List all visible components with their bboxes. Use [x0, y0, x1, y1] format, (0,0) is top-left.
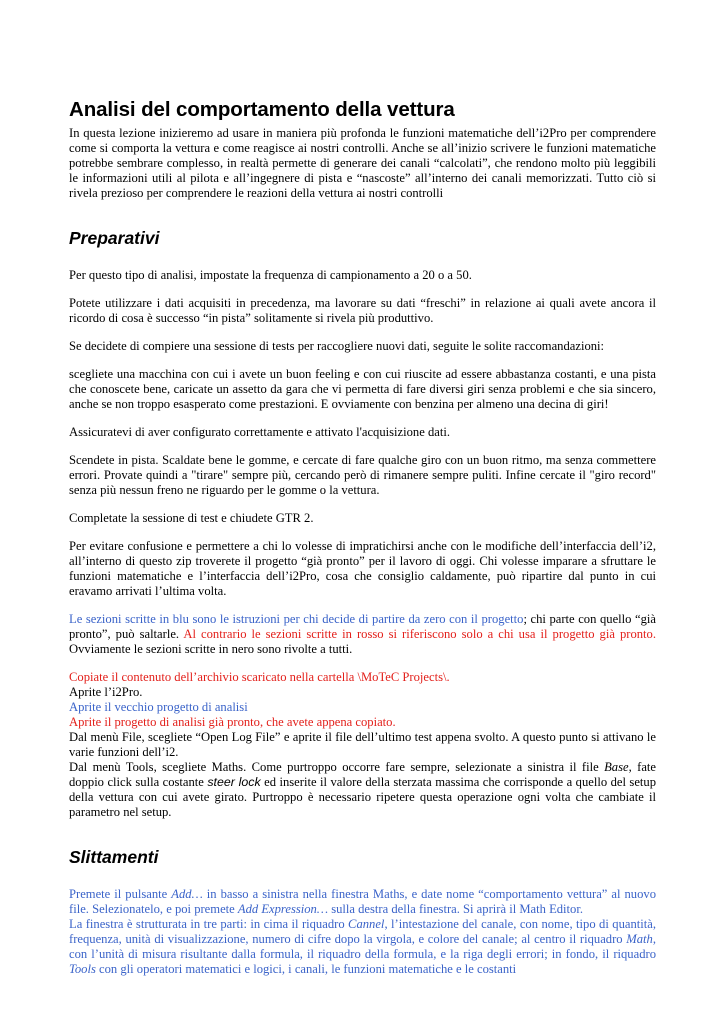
- document-page: [69, 98, 656, 977]
- color-legend-paragraph: [69, 612, 656, 657]
- section-heading-preparativi: Preparativi: [69, 228, 160, 248]
- base-file-name: Base: [604, 760, 629, 774]
- instruction-line: Copiate il contenuto dell’archivio scaricato nella cartella \MoTeC Projects\.: [69, 670, 450, 684]
- instruction-line: Dal menù Tools, scegliete Maths. Come purtroppo occorre fare sempre, selezionate a sinistra il file Base, fate doppio click sulla costante steer lock ed inserite il valore della sterzata massima che corrisponde a quello del setup della vettura con cui avete girato. Purtroppo è necessario ripetere questa operazione ogni volta che cambiate il parametro nel setup.: [69, 760, 657, 819]
- paragraph: Per questo tipo di analisi, impostate la frequenza di campionamento a 20 o a 50.: [69, 268, 472, 282]
- instruction-line: Aprite il vecchio progetto di analisi: [69, 700, 248, 714]
- intro-paragraph: In questa lezione inizieremo ad usare in maniera più profonda le funzioni matematiche dell’i2Pro per comprendere come si comporta la vettura e come reagisce ai nostri controlli. Anche se all’inizio scrivere le funzioni matematiche potrebbe sembrare complesso, in realtà permette di generare dei canali “calcolati”, che rendono molto più leggibili le informazioni utili al pilota e all’ingegnere di pista e “nascoste” all’interno dei canali memorizzati. Tutto ciò si rivela prezioso per comprendere le reazioni della vettura ai nostri controlli: [69, 126, 656, 200]
- paragraph: Assicuratevi di aver configurato correttamente e attivato l'acquisizione dati.: [69, 425, 450, 439]
- paragraph: Scendete in pista. Scaldate bene le gomme, e cercate di fare qualche giro con un buon ritmo, ma senza commettere errori. Provate quindi a "tirare" sempre più, cercando però di rimanere sempre puliti. Infine cercate il "giro record" senza più nessun freno ne riguardo per le gomme o la vettura.: [69, 453, 656, 497]
- steer-lock-name: steer lock: [207, 775, 261, 789]
- document-title: Analisi del comportamento della vettura: [69, 98, 455, 121]
- red-note: Al contrario le sezioni scritte in rosso si riferiscono solo a chi usa il progetto già pronto.: [183, 627, 656, 641]
- instruction-line: Aprite l’i2Pro.: [69, 685, 143, 699]
- black-note-end: Ovviamente le sezioni scritte in nero sono rivolte a tutti.: [69, 642, 353, 656]
- paragraph: Completate la sessione di test e chiudete GTR 2.: [69, 511, 314, 525]
- section-heading-slittamenti: Slittamenti: [69, 847, 159, 867]
- paragraph-blue: Premete il pulsante Add… in basso a sinistra nella finestra Maths, e date nome “comportamento vettura” al nuovo file. Selezionatelo, e poi premete Add Expression… sulla destra della finestra. Si aprirà il Math Editor.: [69, 887, 656, 916]
- paragraph: Potete utilizzare i dati acquisiti in precedenza, ma lavorare su dati “freschi” in relazione ai quali avete ancora il ricordo di cosa è successo “in pista” solitamente si rivela più produttivo.: [69, 296, 656, 325]
- paragraph: Per evitare confusione e permettere a chi lo volesse di impratichirsi anche con le modifiche dell’interfaccia dell’i2, all’interno di questo zip troverete il progetto “già pronto” per il lavoro di oggi. Chi volesse imparare a sfruttare le funzioni matematiche e l’interfaccia dell’i2Pro, cosa che consiglio caldamente, può ripartire dal punto in cui eravamo arrivati l’ultima volta.: [69, 539, 656, 598]
- instruction-line: Dal menù File, scegliete “Open Log File” e aprite il file dell’ultimo test appena svolto. A questo punto si attivano le varie funzioni dell’i2.: [69, 730, 656, 759]
- black-note: ; chi parte con quello “già pronto”, può saltarle.: [69, 612, 656, 641]
- paragraph: Se decidete di compiere una sessione di tests per raccogliere nuovi dati, seguite le solite raccomandazioni:: [69, 339, 605, 353]
- paragraph: scegliete una macchina con cui i avete un buon feeling e con cui riuscite ad essere abbastanza costanti, e una pista che conoscete bene, caricate un assetto da gara che vi permetta di fare diversi giri senza problemi e che sia sincero, anche se non troppo esasperato come prestazioni. E ovviamente con benzina per almeno una decina di giri!: [69, 367, 656, 411]
- instruction-line: Aprite il progetto di analisi già pronto, che avete appena copiato.: [69, 715, 396, 729]
- paragraph-blue: La finestra è strutturata in tre parti: in cima il riquadro Cannel, l’intestazione del canale, con nome, tipo di quantità, frequenza, unità di visualizzazione, numero di cifre dopo la virgola, e colore del canale; al centro il riquadro Math, con l’unità di misura risultante dalla formula, il riquadro della formula, e la riga degli errori; in fondo, il riquadro Tools con gli operatori matematici e logici, i canali, le funzioni matematiche e le costanti: [69, 917, 656, 976]
- blue-note: Le sezioni scritte in blu sono le istruzioni per chi decide di partire da zero con il progetto: [69, 612, 524, 626]
